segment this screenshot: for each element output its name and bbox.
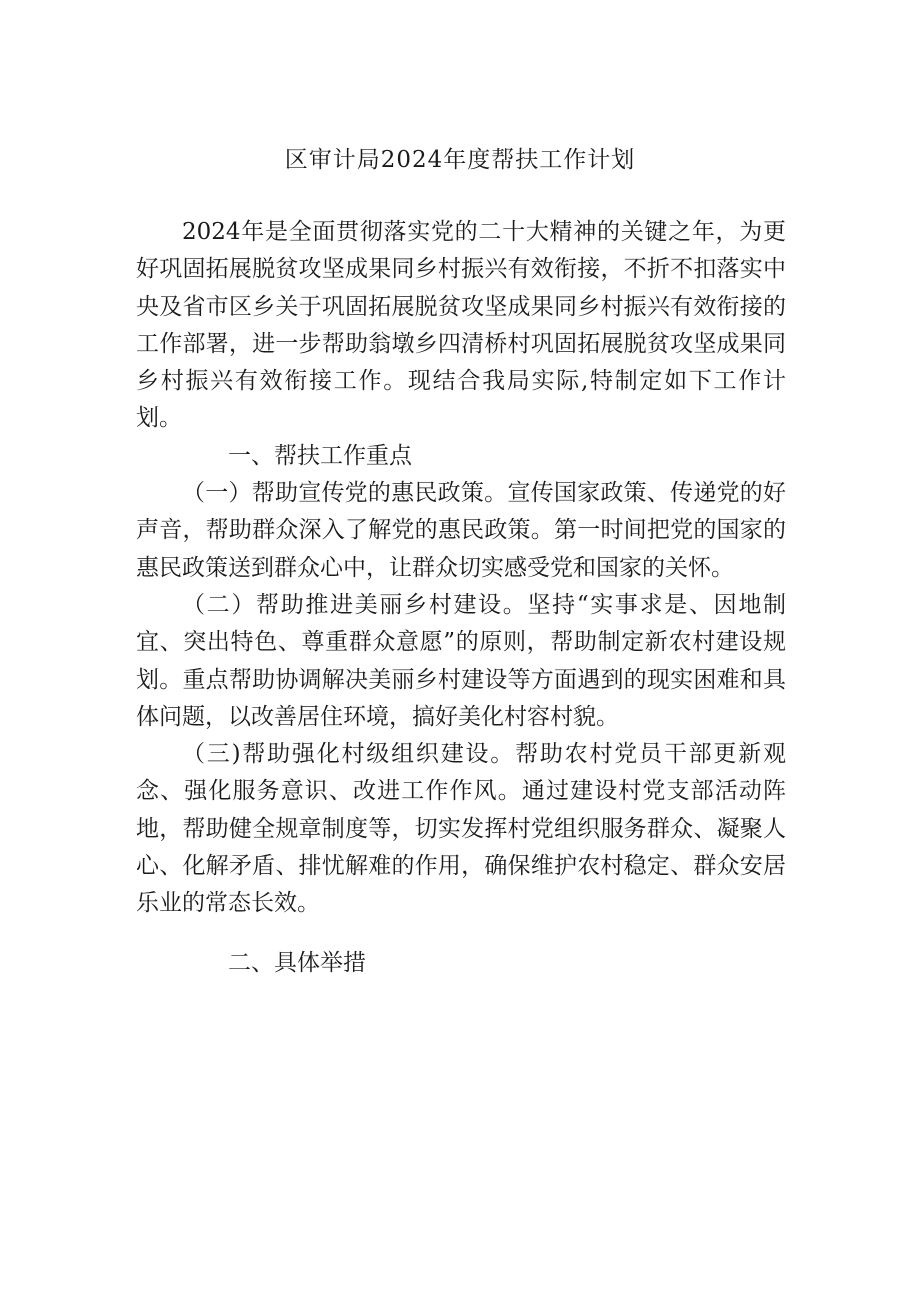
point-paragraph-2: （二）帮助推进美丽乡村建设。坚持“实事求是、因地制宜、突出特色、尊重群众意愿”的原则，帮助制定新农村建设规划。重点帮助协调解决美丽乡村建设等方面遇到的现实困难和具体问题，以改善居住环境，搞好美化村容村貌。 xyxy=(136,591,786,730)
point-paragraph-3: （三)帮助强化村级组织建设。帮助农村党员干部更新观念、强化服务意识、改进工作作风。通过建设村党支部活动阵地，帮助健全规章制度等，切实发挥村党组织服务群众、凝聚人心、化解矛盾、排忧解难的作用，确保维护农村稳定、群众安居乐业的常态长效。 xyxy=(136,741,786,917)
section-heading-1: 一、帮扶工作重点 xyxy=(228,442,412,469)
document-title: 区审计局2024年度帮扶工作计划 xyxy=(284,147,636,173)
document-body xyxy=(136,214,786,982)
section-heading-2: 二、具体举措 xyxy=(228,949,366,976)
point-paragraph-1: （一）帮助宣传党的惠民政策。宣传国家政策、传递党的好声音，帮助群众深入了解党的惠民政策。第一时间把党的国家的惠民政策送到群众心中，让群众切实感受党和国家的关怀。 xyxy=(136,480,786,581)
intro-paragraph: 2024年是全面贯彻落实党的二十大精神的关键之年，为更好巩固拓展脱贫攻坚成果同乡村振兴有效衔接，不折不扣落实中央及省市区乡关于巩固拓展脱贫攻坚成果同乡村振兴有效衔接的工作部署，进一步帮助翁墩乡四清桥村巩固拓展脱贫攻坚成果同乡村振兴有效衔接工作。现结合我局实际,特制定如下工作计划。 xyxy=(136,219,786,432)
